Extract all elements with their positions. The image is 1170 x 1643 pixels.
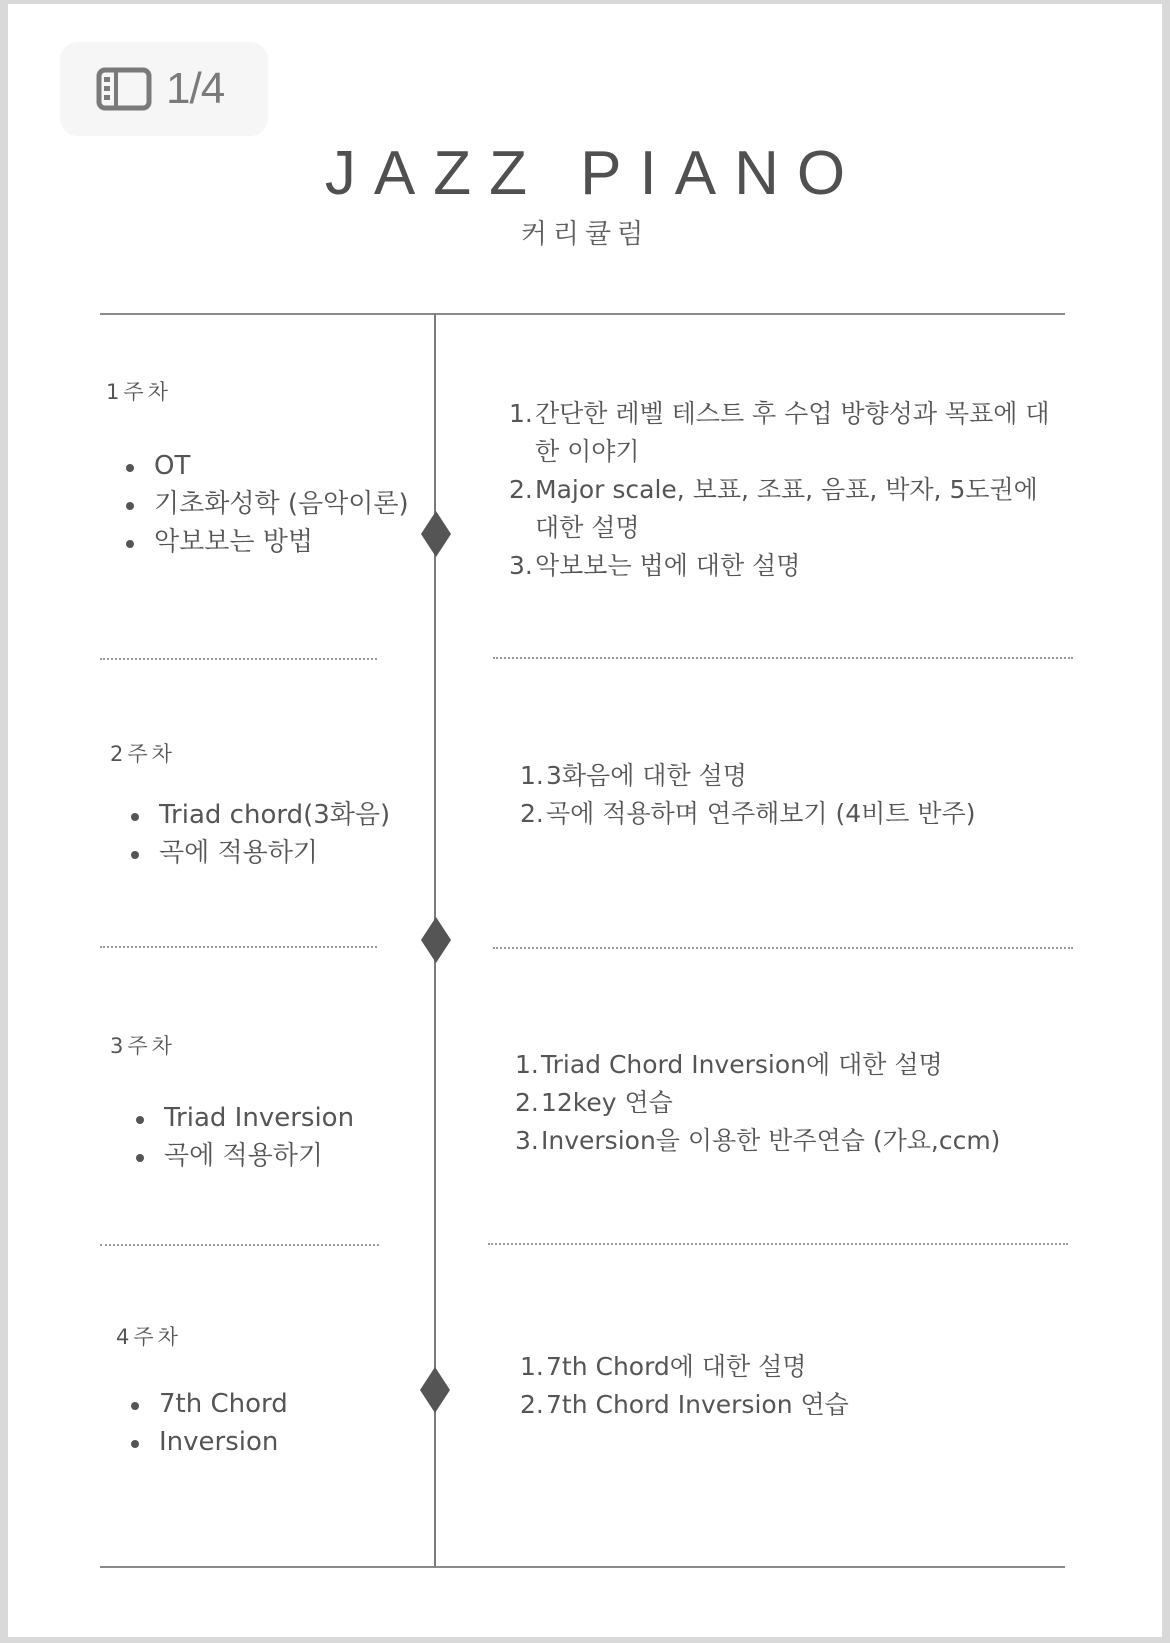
separator-left-3 bbox=[100, 1244, 379, 1246]
week-1-topics bbox=[126, 447, 409, 561]
detail-item: 2. 12key 연습 bbox=[515, 1088, 673, 1117]
week-3-label: 3주차 bbox=[110, 1034, 176, 1058]
separator-right-3 bbox=[488, 1243, 1068, 1245]
page-indicator-button[interactable] bbox=[60, 42, 268, 136]
topic-item: 악보보는 방법 bbox=[126, 523, 409, 561]
week-1-label: 1주차 bbox=[106, 380, 172, 404]
bottom-rule bbox=[100, 1566, 1065, 1568]
sidebar-panel-icon bbox=[96, 67, 152, 111]
page-count: 1/4 bbox=[166, 64, 225, 113]
document-subtitle: 커리큘럼 bbox=[520, 219, 650, 250]
week-2-topics bbox=[131, 796, 390, 872]
separator-right-2 bbox=[493, 947, 1073, 949]
topic-item: 곡에 적용하기 bbox=[131, 834, 390, 872]
week-1-details bbox=[509, 395, 1064, 585]
detail-item: 1. 간단한 레벨 테스트 후 수업 방향성과 목표에 대한 이야기 bbox=[509, 399, 1050, 466]
separator-left-1 bbox=[100, 658, 377, 660]
detail-item: 3. 악보보는 법에 대한 설명 bbox=[509, 551, 801, 580]
week-3-topics bbox=[136, 1099, 354, 1175]
detail-item: 2. 곡에 적용하며 연주해보기 (4비트 반주) bbox=[520, 799, 976, 828]
topic-item: OT bbox=[126, 447, 409, 485]
topic-item: 7th Chord bbox=[131, 1385, 288, 1423]
week-3-details bbox=[515, 1046, 1055, 1160]
week-4-label: 4주차 bbox=[116, 1325, 182, 1349]
topic-item: Inversion bbox=[131, 1423, 288, 1461]
topic-item: Triad Inversion bbox=[136, 1099, 354, 1137]
top-rule bbox=[100, 313, 1065, 315]
detail-item: 1. 3화음에 대한 설명 bbox=[520, 761, 747, 790]
document-title: JAZZ PIANO bbox=[324, 139, 864, 208]
detail-item: 2. Major scale, 보표, 조표, 음표, 박자, 5도권에 대한 설명 bbox=[509, 475, 1038, 542]
topic-item: Triad chord(3화음) bbox=[131, 796, 390, 834]
topic-item: 곡에 적용하기 bbox=[136, 1137, 354, 1175]
week-4-details bbox=[520, 1348, 1060, 1424]
week-2-details bbox=[520, 757, 1060, 833]
separator-left-2 bbox=[100, 946, 377, 948]
week-4-topics bbox=[131, 1385, 288, 1461]
separator-right-1 bbox=[493, 657, 1073, 659]
detail-item: 3. Inversion을 이용한 반주연습 (가요,ccm) bbox=[515, 1126, 1001, 1155]
detail-item: 1. 7th Chord에 대한 설명 bbox=[520, 1352, 807, 1381]
detail-item: 2. 7th Chord Inversion 연습 bbox=[520, 1390, 849, 1419]
topic-item: 기초화성학 (음악이론) bbox=[126, 485, 409, 523]
detail-item: 1. Triad Chord Inversion에 대한 설명 bbox=[515, 1050, 943, 1079]
week-2-label: 2주차 bbox=[110, 742, 176, 766]
